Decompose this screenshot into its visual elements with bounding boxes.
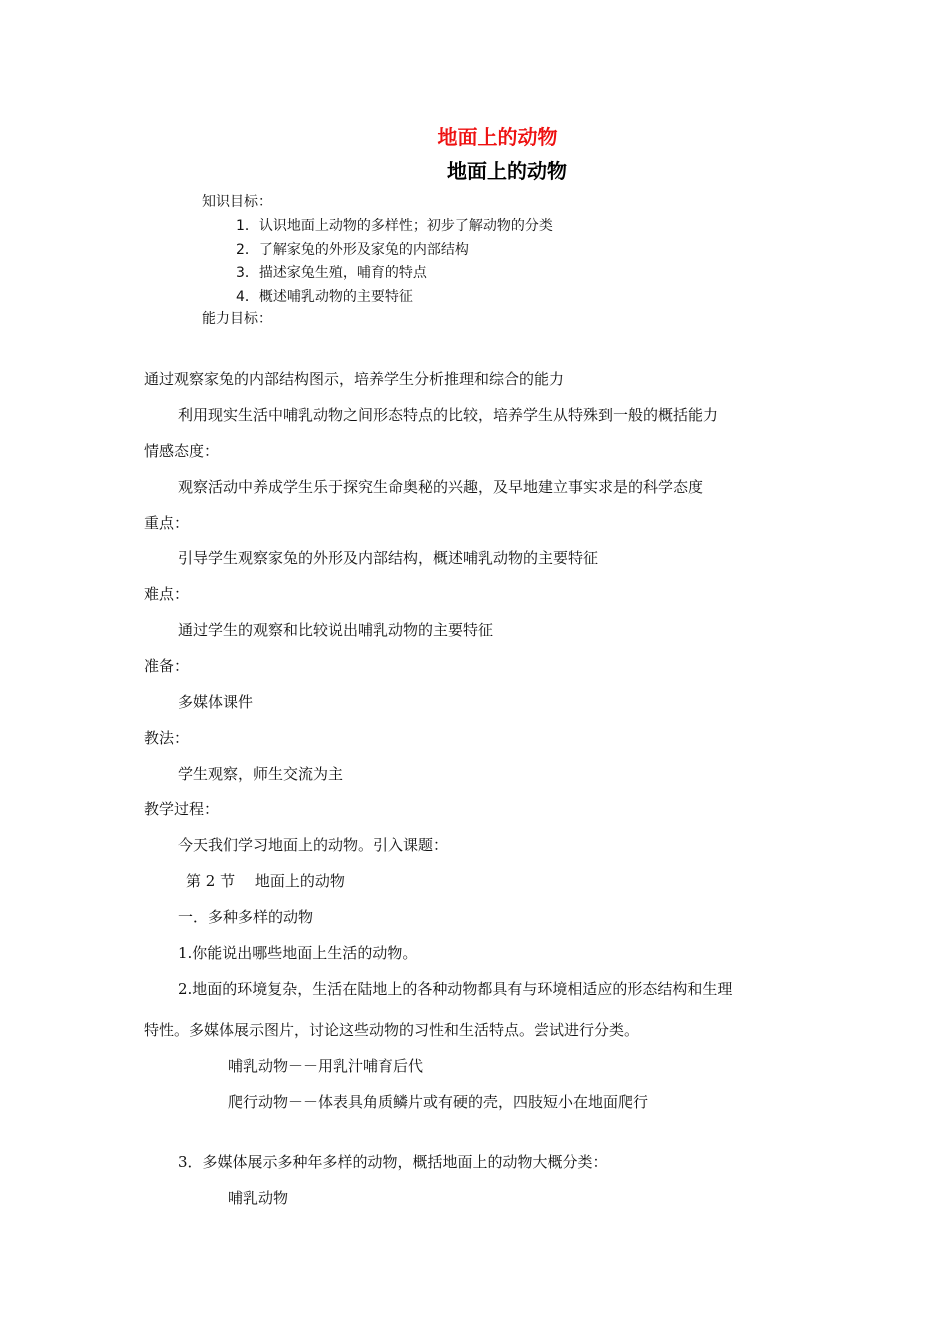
paragraph: 3．多媒体展示多种年多样的动物，概括地面上的动物大概分类： <box>178 1153 608 1171</box>
subsection-heading: 第 2 节 地面上的动物 <box>186 872 345 890</box>
paragraph: 今天我们学习地面上的动物。引入课题： <box>178 836 449 854</box>
paragraph: 2.地面的环境复杂，生活在陆地上的各种动物都具有与环境相适应的形态结构和生理 <box>178 980 733 998</box>
document-title-red: 地面上的动物 <box>437 125 558 149</box>
paragraph: 引导学生观察家兔的外形及内部结构，概述哺乳动物的主要特征 <box>178 549 599 567</box>
paragraph: 特性。多媒体展示图片，讨论这些动物的习性和生活特点。尝试进行分类。 <box>144 1021 640 1039</box>
section-heading: 情感态度： <box>144 442 220 460</box>
paragraph: 通过观察家兔的内部结构图示，培养学生分析推理和综合的能力 <box>144 370 565 388</box>
paragraph: 爬行动物－－体表具角质鳞片或有硬的壳，四肢短小在地面爬行 <box>228 1093 649 1111</box>
ability-objectives-heading: 能力目标： <box>202 311 272 327</box>
paragraph: 利用现实生活中哺乳动物之间形态特点的比较，培养学生从特殊到一般的概括能力 <box>178 406 719 424</box>
knowledge-objective-item: 3．描述家兔生殖，哺育的特点 <box>236 265 427 281</box>
paragraph: 通过学生的观察和比较说出哺乳动物的主要特征 <box>178 621 494 639</box>
paragraph: 学生观察，师生交流为主 <box>178 765 344 783</box>
document-title: 地面上的动物 <box>447 159 567 183</box>
paragraph: 哺乳动物－－用乳汁哺育后代 <box>228 1057 424 1075</box>
knowledge-objective-item: 2．了解家兔的外形及家兔的内部结构 <box>236 242 469 258</box>
section-heading: 难点： <box>144 585 190 603</box>
section-heading: 准备： <box>144 657 190 675</box>
section-heading: 教法： <box>144 729 190 747</box>
paragraph: 1.你能说出哪些地面上生活的动物。 <box>178 944 418 962</box>
paragraph: 哺乳动物 <box>228 1189 289 1207</box>
subsection-heading: 一．多种多样的动物 <box>178 908 314 926</box>
paragraph: 观察活动中养成学生乐于探究生命奥秘的兴趣，及早地建立事实求是的科学态度 <box>178 478 704 496</box>
paragraph: 多媒体课件 <box>178 693 254 711</box>
knowledge-objectives-heading: 知识目标： <box>202 194 272 210</box>
section-heading: 重点： <box>144 514 190 532</box>
knowledge-objective-item: 4．概述哺乳动物的主要特征 <box>236 289 413 305</box>
section-heading: 教学过程： <box>144 800 220 818</box>
knowledge-objective-item: 1．认识地面上动物的多样性；初步了解动物的分类 <box>236 218 553 234</box>
